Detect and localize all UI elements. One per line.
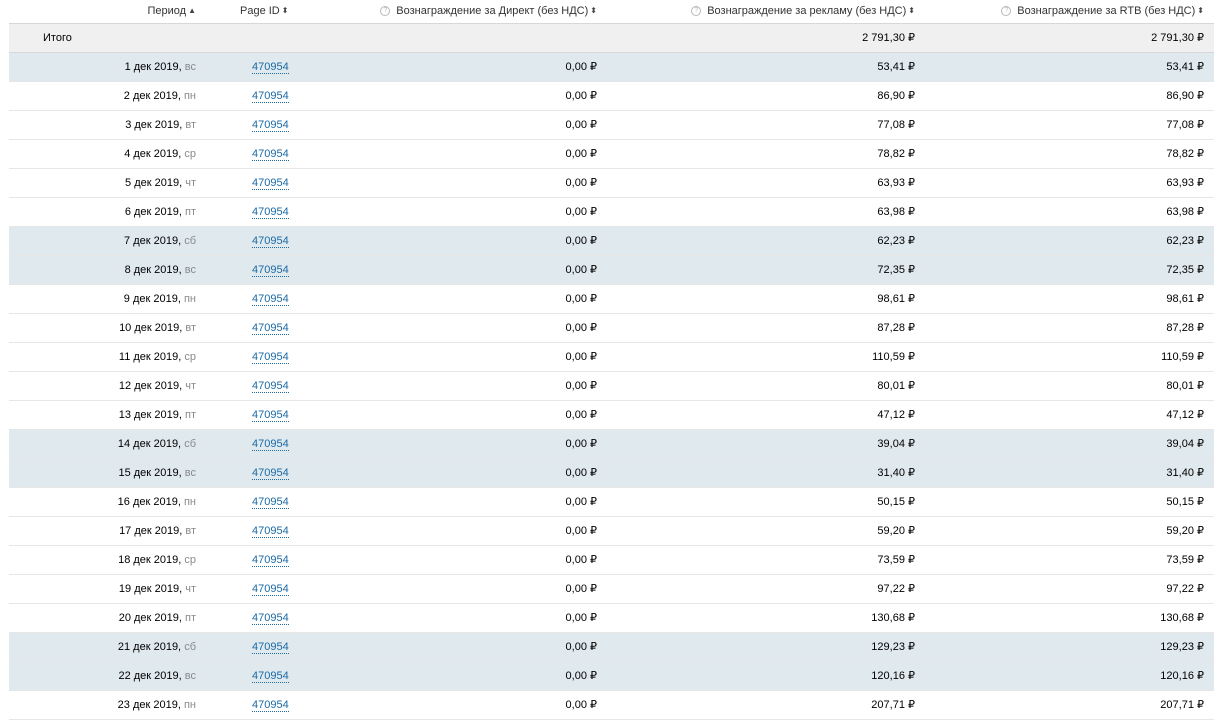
table-row bbox=[9, 517, 1214, 546]
ads-cell: 77,08 ₽ bbox=[877, 119, 915, 131]
weekday-text: вс bbox=[184, 467, 196, 479]
direct-cell: 0,00 ₽ bbox=[565, 177, 597, 189]
page-id-link[interactable]: 470954 bbox=[252, 380, 289, 392]
sort-icon: ⬍ bbox=[1197, 6, 1204, 15]
column-header-period[interactable] bbox=[147, 0, 196, 23]
table-row bbox=[9, 256, 1214, 285]
rtb-cell: 130,68 ₽ bbox=[1160, 612, 1204, 624]
weekday-text: пн bbox=[183, 699, 196, 711]
sort-icon: ⬍ bbox=[908, 6, 915, 15]
table-row bbox=[9, 53, 1214, 82]
ads-cell: 73,59 ₽ bbox=[877, 554, 915, 566]
table-row bbox=[9, 691, 1214, 720]
table-row bbox=[9, 198, 1214, 227]
total-row bbox=[9, 24, 1214, 53]
rtb-cell: 72,35 ₽ bbox=[1166, 264, 1204, 276]
page-id-link[interactable]: 470954 bbox=[252, 235, 289, 247]
page-id-link[interactable]: 470954 bbox=[252, 496, 289, 508]
date-text: 10 дек 2019, bbox=[119, 322, 183, 334]
table-body bbox=[9, 53, 1214, 720]
help-icon[interactable]: ? bbox=[691, 6, 701, 16]
page-id-link[interactable]: 470954 bbox=[252, 525, 289, 537]
table-row bbox=[9, 372, 1214, 401]
table-header bbox=[9, 0, 1214, 24]
period-cell bbox=[125, 198, 196, 226]
page-id-link[interactable]: 470954 bbox=[252, 699, 289, 711]
weekday-text: чт bbox=[185, 177, 196, 189]
page-id-link[interactable]: 470954 bbox=[252, 409, 289, 421]
page-id-link[interactable]: 470954 bbox=[252, 264, 289, 276]
period-cell bbox=[124, 140, 196, 168]
page-id-link[interactable]: 470954 bbox=[252, 641, 289, 653]
page-id-link[interactable]: 470954 bbox=[252, 322, 289, 334]
ads-cell: 97,22 ₽ bbox=[877, 583, 915, 595]
direct-cell: 0,00 ₽ bbox=[565, 641, 597, 653]
table-row bbox=[9, 546, 1214, 575]
rtb-cell: 77,08 ₽ bbox=[1166, 119, 1204, 131]
date-text: 22 дек 2019, bbox=[118, 670, 182, 682]
weekday-text: сб bbox=[184, 438, 196, 450]
table-row bbox=[9, 662, 1214, 691]
column-header-ads[interactable] bbox=[691, 0, 915, 23]
table-row bbox=[9, 314, 1214, 343]
period-cell bbox=[125, 256, 196, 284]
page-id-cell bbox=[252, 256, 289, 284]
page-id-cell bbox=[252, 111, 289, 139]
table-row bbox=[9, 430, 1214, 459]
date-text: 13 дек 2019, bbox=[118, 409, 182, 421]
table-row bbox=[9, 488, 1214, 517]
page-id-cell bbox=[252, 430, 289, 458]
direct-cell: 0,00 ₽ bbox=[565, 322, 597, 334]
direct-cell: 0,00 ₽ bbox=[565, 206, 597, 218]
page-id-cell bbox=[252, 633, 289, 661]
page-id-link[interactable]: 470954 bbox=[252, 90, 289, 102]
direct-cell: 0,00 ₽ bbox=[565, 380, 597, 392]
rtb-cell: 73,59 ₽ bbox=[1166, 554, 1204, 566]
column-label: Период bbox=[147, 5, 187, 17]
total-label: Итого bbox=[43, 32, 72, 44]
page-id-link[interactable]: 470954 bbox=[252, 612, 289, 624]
ads-cell: 78,82 ₽ bbox=[877, 148, 915, 160]
page-id-link[interactable]: 470954 bbox=[252, 148, 289, 160]
weekday-text: пн bbox=[183, 90, 196, 102]
page-id-cell bbox=[252, 140, 289, 168]
rtb-cell: 59,20 ₽ bbox=[1166, 525, 1204, 537]
rtb-cell: 110,59 ₽ bbox=[1161, 351, 1204, 363]
date-text: 5 дек 2019, bbox=[125, 177, 183, 189]
page-id-link[interactable]: 470954 bbox=[252, 467, 289, 479]
rtb-cell: 50,15 ₽ bbox=[1166, 496, 1204, 508]
period-cell bbox=[125, 53, 196, 81]
sort-asc-icon: ▲ bbox=[188, 6, 196, 15]
date-text: 20 дек 2019, bbox=[118, 612, 182, 624]
date-text: 7 дек 2019, bbox=[124, 235, 182, 247]
rtb-cell: 53,41 ₽ bbox=[1166, 61, 1204, 73]
page-id-cell bbox=[252, 285, 289, 313]
period-cell bbox=[119, 343, 196, 371]
ads-cell: 39,04 ₽ bbox=[877, 438, 915, 450]
weekday-text: ср bbox=[184, 351, 196, 363]
rtb-cell: 129,23 ₽ bbox=[1160, 641, 1204, 653]
page-id-cell bbox=[252, 227, 289, 255]
column-label: Вознаграждение за рекламу (без НДС) bbox=[707, 5, 907, 17]
table-row bbox=[9, 401, 1214, 430]
weekday-text: вс bbox=[184, 61, 196, 73]
ads-cell: 98,61 ₽ bbox=[877, 293, 915, 305]
page-id-cell bbox=[252, 401, 289, 429]
table-row bbox=[9, 633, 1214, 662]
column-header-direct[interactable] bbox=[380, 0, 597, 23]
rtb-cell: 63,98 ₽ bbox=[1166, 206, 1204, 218]
weekday-text: ср bbox=[184, 554, 196, 566]
weekday-text: вс bbox=[184, 264, 196, 276]
direct-cell: 0,00 ₽ bbox=[565, 670, 597, 682]
date-text: 4 дек 2019, bbox=[124, 148, 182, 160]
total-ads: 2 791,30 ₽ bbox=[862, 32, 915, 44]
sort-icon: ⬍ bbox=[281, 6, 289, 15]
page-id-link[interactable]: 470954 bbox=[252, 438, 289, 450]
page-id-link[interactable]: 470954 bbox=[252, 554, 289, 566]
date-text: 19 дек 2019, bbox=[118, 583, 183, 595]
rtb-cell: 207,71 ₽ bbox=[1160, 699, 1204, 711]
direct-cell: 0,00 ₽ bbox=[565, 90, 597, 102]
ads-cell: 130,68 ₽ bbox=[871, 612, 915, 624]
period-cell bbox=[118, 546, 196, 574]
ads-cell: 63,98 ₽ bbox=[877, 206, 915, 218]
page-id-link[interactable]: 470954 bbox=[252, 670, 289, 682]
direct-cell: 0,00 ₽ bbox=[565, 699, 597, 711]
page-id-link[interactable]: 470954 bbox=[252, 206, 289, 218]
date-text: 9 дек 2019, bbox=[123, 293, 181, 305]
page-id-cell bbox=[252, 459, 289, 487]
direct-cell: 0,00 ₽ bbox=[565, 351, 597, 363]
period-cell bbox=[118, 430, 196, 458]
period-cell bbox=[119, 314, 196, 342]
total-rtb: 2 791,30 ₽ bbox=[1151, 32, 1204, 44]
ads-cell: 63,93 ₽ bbox=[877, 177, 915, 189]
page-id-link[interactable]: 470954 bbox=[252, 583, 289, 595]
period-cell bbox=[119, 575, 196, 603]
ads-cell: 47,12 ₽ bbox=[877, 409, 915, 421]
period-cell bbox=[118, 691, 196, 719]
weekday-text: вс bbox=[184, 670, 196, 682]
column-label: Вознаграждение за Директ (без НДС) bbox=[396, 5, 589, 17]
rtb-cell: 39,04 ₽ bbox=[1166, 438, 1204, 450]
period-cell bbox=[124, 227, 196, 255]
page-id-link[interactable]: 470954 bbox=[252, 61, 289, 73]
page-id-cell bbox=[252, 575, 289, 603]
direct-cell: 0,00 ₽ bbox=[565, 496, 597, 508]
table-row bbox=[9, 285, 1214, 314]
weekday-text: вт bbox=[185, 322, 196, 334]
period-cell bbox=[119, 372, 196, 400]
weekday-text: вт bbox=[185, 119, 196, 131]
page-id-cell bbox=[252, 82, 289, 110]
page-id-cell bbox=[252, 488, 289, 516]
rtb-cell: 86,90 ₽ bbox=[1166, 90, 1204, 102]
column-header-rtb[interactable] bbox=[1001, 0, 1204, 23]
table-row bbox=[9, 575, 1214, 604]
help-icon[interactable]: ? bbox=[1001, 6, 1011, 16]
column-label: Page ID bbox=[240, 5, 280, 17]
stats-table bbox=[9, 0, 1214, 720]
ads-cell: 53,41 ₽ bbox=[877, 61, 915, 73]
ads-cell: 59,20 ₽ bbox=[877, 525, 915, 537]
period-cell bbox=[118, 662, 196, 690]
direct-cell: 0,00 ₽ bbox=[565, 119, 597, 131]
date-text: 2 дек 2019, bbox=[123, 90, 181, 102]
period-cell bbox=[124, 285, 196, 313]
weekday-text: пн bbox=[183, 496, 196, 508]
table-row bbox=[9, 140, 1214, 169]
page-id-link[interactable]: 470954 bbox=[252, 119, 289, 131]
period-cell bbox=[118, 633, 196, 661]
period-cell bbox=[119, 517, 196, 545]
period-cell bbox=[124, 82, 196, 110]
table-row bbox=[9, 459, 1214, 488]
rtb-cell: 120,16 ₽ bbox=[1160, 670, 1204, 682]
weekday-text: пт bbox=[185, 409, 196, 421]
rtb-cell: 78,82 ₽ bbox=[1166, 148, 1204, 160]
date-text: 8 дек 2019, bbox=[124, 264, 182, 276]
table-row bbox=[9, 343, 1214, 372]
page-id-cell bbox=[252, 372, 289, 400]
date-text: 17 дек 2019, bbox=[119, 525, 183, 537]
direct-cell: 0,00 ₽ bbox=[565, 612, 597, 624]
page-id-cell bbox=[252, 343, 289, 371]
weekday-text: чт bbox=[185, 380, 196, 392]
ads-cell: 110,59 ₽ bbox=[872, 351, 915, 363]
ads-cell: 87,28 ₽ bbox=[877, 322, 915, 334]
page-id-cell bbox=[252, 662, 289, 690]
date-text: 15 дек 2019, bbox=[118, 467, 182, 479]
sort-icon: ⬍ bbox=[590, 6, 597, 15]
period-cell bbox=[119, 401, 196, 429]
ads-cell: 86,90 ₽ bbox=[877, 90, 915, 102]
direct-cell: 0,00 ₽ bbox=[565, 293, 597, 305]
ads-cell: 129,23 ₽ bbox=[871, 641, 915, 653]
date-text: 3 дек 2019, bbox=[125, 119, 183, 131]
rtb-cell: 98,61 ₽ bbox=[1166, 293, 1204, 305]
rtb-cell: 47,12 ₽ bbox=[1166, 409, 1204, 421]
date-text: 16 дек 2019, bbox=[117, 496, 181, 508]
ads-cell: 50,15 ₽ bbox=[877, 496, 915, 508]
table-row bbox=[9, 227, 1214, 256]
page-id-cell bbox=[252, 169, 289, 197]
period-cell bbox=[125, 169, 196, 197]
direct-cell: 0,00 ₽ bbox=[565, 235, 597, 247]
weekday-text: пт bbox=[185, 206, 196, 218]
rtb-cell: 31,40 ₽ bbox=[1166, 467, 1204, 479]
page-id-cell bbox=[252, 604, 289, 632]
direct-cell: 0,00 ₽ bbox=[565, 438, 597, 450]
column-header-page-id[interactable] bbox=[240, 0, 288, 23]
table-row bbox=[9, 604, 1214, 633]
page-id-cell bbox=[252, 314, 289, 342]
period-cell bbox=[118, 488, 196, 516]
weekday-text: пн bbox=[183, 293, 196, 305]
weekday-text: сб bbox=[184, 235, 196, 247]
table-row bbox=[9, 82, 1214, 111]
direct-cell: 0,00 ₽ bbox=[565, 467, 597, 479]
weekday-text: пт bbox=[185, 612, 196, 624]
ads-cell: 80,01 ₽ bbox=[877, 380, 915, 392]
page-id-cell bbox=[252, 517, 289, 545]
date-text: 21 дек 2019, bbox=[117, 641, 182, 653]
date-text: 1 дек 2019, bbox=[124, 61, 182, 73]
page-id-cell bbox=[252, 53, 289, 81]
date-text: 11 дек 2019, bbox=[118, 351, 182, 363]
ads-cell: 31,40 ₽ bbox=[877, 467, 915, 479]
weekday-text: вт bbox=[185, 525, 196, 537]
period-cell bbox=[125, 111, 196, 139]
direct-cell: 0,00 ₽ bbox=[565, 525, 597, 537]
date-text: 6 дек 2019, bbox=[124, 206, 182, 218]
weekday-text: сб bbox=[184, 641, 196, 653]
rtb-cell: 80,01 ₽ bbox=[1166, 380, 1204, 392]
ads-cell: 120,16 ₽ bbox=[871, 670, 915, 682]
date-text: 12 дек 2019, bbox=[118, 380, 183, 392]
page-id-cell bbox=[252, 198, 289, 226]
table-row bbox=[9, 169, 1214, 198]
direct-cell: 0,00 ₽ bbox=[565, 61, 597, 73]
column-label: Вознаграждение за RTB (без НДС) bbox=[1017, 5, 1196, 17]
direct-cell: 0,00 ₽ bbox=[565, 264, 597, 276]
direct-cell: 0,00 ₽ bbox=[565, 409, 597, 421]
weekday-text: ср bbox=[184, 148, 196, 160]
page-id-cell bbox=[252, 691, 289, 719]
ads-cell: 207,71 ₽ bbox=[871, 699, 915, 711]
ads-cell: 72,35 ₽ bbox=[877, 264, 915, 276]
ads-cell: 62,23 ₽ bbox=[877, 235, 915, 247]
direct-cell: 0,00 ₽ bbox=[565, 148, 597, 160]
help-icon[interactable]: ? bbox=[380, 6, 390, 16]
date-text: 18 дек 2019, bbox=[118, 554, 182, 566]
table-row bbox=[9, 111, 1214, 140]
direct-cell: 0,00 ₽ bbox=[565, 554, 597, 566]
page-id-link[interactable]: 470954 bbox=[252, 293, 289, 305]
period-cell bbox=[119, 604, 196, 632]
weekday-text: чт bbox=[185, 583, 196, 595]
rtb-cell: 62,23 ₽ bbox=[1166, 235, 1204, 247]
page-id-link[interactable]: 470954 bbox=[252, 177, 289, 189]
date-text: 14 дек 2019, bbox=[117, 438, 182, 450]
page-id-link[interactable]: 470954 bbox=[252, 351, 289, 363]
page-id-cell bbox=[252, 546, 289, 574]
rtb-cell: 87,28 ₽ bbox=[1166, 322, 1204, 334]
rtb-cell: 63,93 ₽ bbox=[1166, 177, 1204, 189]
date-text: 23 дек 2019, bbox=[117, 699, 181, 711]
period-cell bbox=[118, 459, 196, 487]
direct-cell: 0,00 ₽ bbox=[565, 583, 597, 595]
rtb-cell: 97,22 ₽ bbox=[1166, 583, 1204, 595]
